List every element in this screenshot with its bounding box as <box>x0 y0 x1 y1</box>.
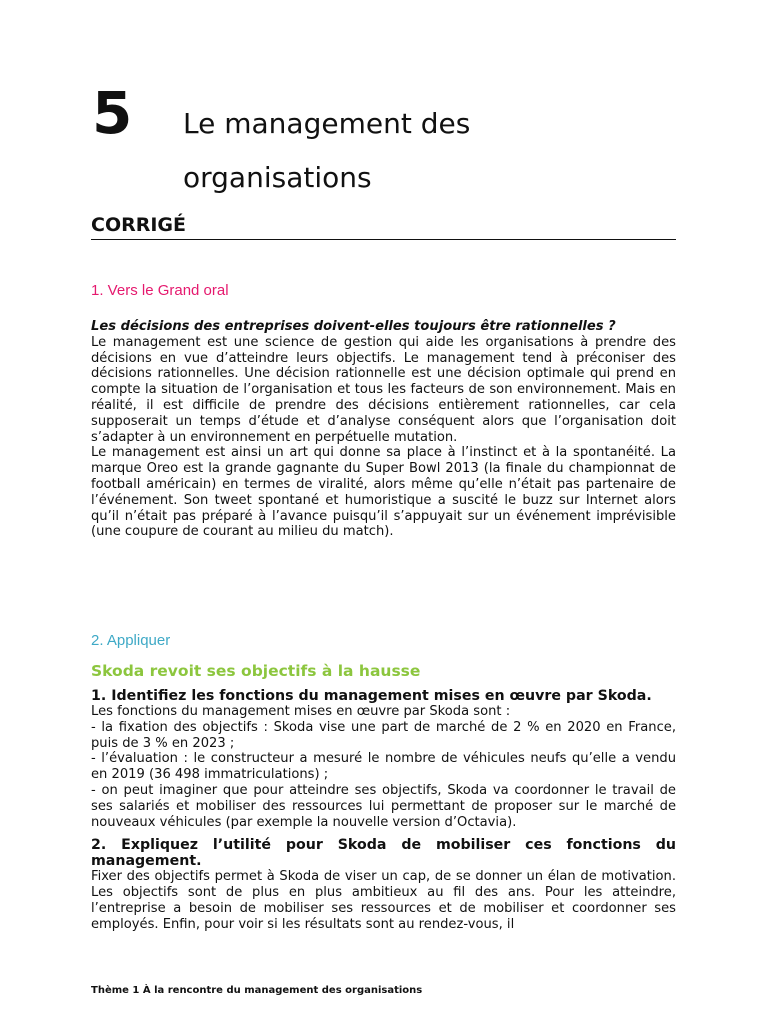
case-study-title: Skoda revoit ses objectifs à la hausse <box>91 662 421 680</box>
question2-title: 2. Expliquez l’utilité pour Skoda de mobiliser ces fonctions du management. <box>91 837 676 870</box>
section1-paragraph: Le management est ainsi un art qui donne sa place à l’instinct et à la spontanéité. La marque Oreo est la grande gagnante du Super Bowl 2013 (la finale du championnat de football américain) en termes de viralité, alors même qu’elle n’était pas partenaire de l’événement. Son tweet spontané et humoristique a suscité le buzz sur Internet alors qu’il n’était pas préparé à l’avance puisqu’il s’appuyait sur un événement imprévisible (une coupure de courant au milieu du match). <box>91 445 676 540</box>
section1-paragraph: Le management est une science de gestion qui aide les organisations à prendre des décisions en vue d’atteindre leurs objectifs. Le management tend à préconiser des décisions rationnelles. Une décision rationnelle est une décision optimale qui prend en compte la situation de l’organisation et tous les facteurs de son environnement. Mais en réalité, il est difficile de prendre des décisions entièrement rationnelles, car cela supposerait un temps d’étude et d’analyse conséquent alors que l’organisation doit s’adapter à un environnement en perpétuelle mutation. <box>91 334 676 445</box>
question1-line: - l’évaluation : le constructeur a mesuré le nombre de véhicules neufs qu’elle a vendu en 2019 (36 498 immatriculations) ; <box>91 751 676 783</box>
chapter-title: Le management des organisations <box>183 107 471 194</box>
chapter-number: 5 <box>92 79 133 147</box>
section1-heading: 1. Vers le Grand oral <box>91 282 229 299</box>
question1-line: - on peut imaginer que pour atteindre ses objectifs, Skoda va coordonner le travail de ses salariés et mobiliser des ressources lui permettant de proposer sur le marché de nouveaux véhicules (par exemple la nouvelle version d’Octavia). <box>91 782 676 830</box>
section1-question: Les décisions des entreprises doivent-elles toujours être rationnelles ? <box>91 319 616 334</box>
question1-line: - la fixation des objectifs : Skoda vise une part de marché de 2 % en 2020 en France, puis de 3 % en 2023 ; <box>91 719 676 751</box>
question1-line: Les fonctions du management mises en œuvre par Skoda sont : <box>91 704 511 719</box>
section2-heading: 2. Appliquer <box>91 632 171 649</box>
heading-divider <box>91 239 676 240</box>
question2-answer: Fixer des objectifs permet à Skoda de viser un cap, de se donner un élan de motivation. Les objectifs sont de plus en plus ambitieux au fil des ans. Pour les atteindre, l’entreprise a besoin de mobiliser ses ressources et de mobiliser et coordonner ses employés. Enfin, pour voir si les résultats sont au rendez-vous, il <box>91 869 676 932</box>
section2-body <box>91 688 676 933</box>
question1-title: 1. Identifiez les fonctions du management mises en œuvre par Skoda. <box>91 688 652 704</box>
corrige-heading: CORRIGÉ <box>91 214 186 236</box>
section1-body <box>91 319 676 540</box>
page-footer: Thème 1 À la rencontre du management des organisations <box>91 985 423 996</box>
